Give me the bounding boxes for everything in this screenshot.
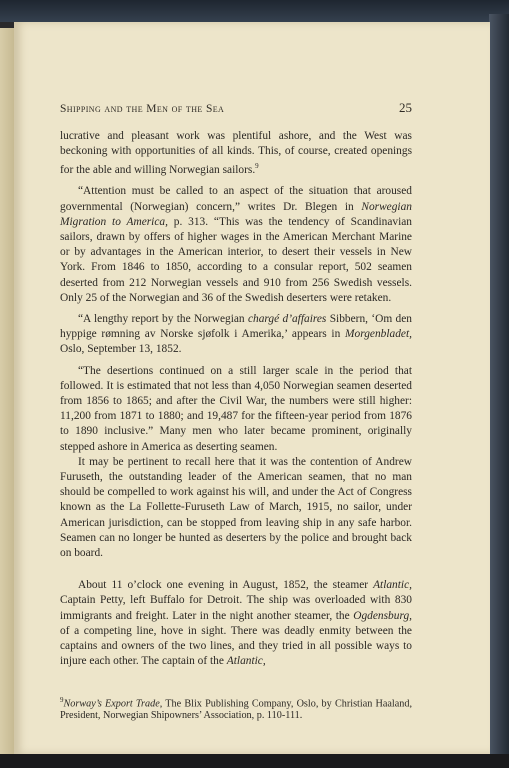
page-number: 25 (399, 100, 412, 115)
footnote-marker: 9 (60, 696, 64, 704)
footnote (60, 694, 412, 722)
ship-name-ogdensburg: Ogdensburg, (353, 609, 412, 622)
footnote-reference: 9 (255, 162, 259, 171)
paragraph-1-text: lucrative and pleasant work was plentiful ashore, and the West was beckoning with opportunities of all kinds. This, of course, created openings for the able and willing Norwegian sailors. (60, 130, 412, 177)
footnote-text: The Blix Publishing Company, Oslo, by Christian Haaland, President, Norwegian Shipowners’ Association, p. 110-111. (60, 698, 412, 722)
paragraph-2 (60, 184, 412, 306)
paragraph-5 (60, 455, 412, 561)
book-title-italic: Norwegian Migration to America, (60, 200, 412, 228)
footnote-title-italic: Norway’s Export Trade, (63, 698, 163, 710)
body-text (60, 129, 412, 670)
paragraph-6-text-c: of a competing line, hove in sight. There was deadly enmity between the captains and owners of the two lines, and they tried in all possible ways to injure each other. The captain of the (60, 624, 412, 668)
paragraph-6-text-a: About 11 o’clock one evening in August, 1852, the steamer (78, 579, 374, 592)
paragraph-3-text-a: “A lengthy report by the Norwegian (78, 313, 248, 326)
ship-name-atlantic-2: Atlantic, (226, 655, 266, 668)
newspaper-title-italic: Morgenbladet, (345, 328, 412, 341)
paragraph-3 (60, 312, 412, 358)
paragraph-6-text-b: Captain Petty, left Buffalo for Detroit. The ship was overloaded with 830 immigrants and freight. Later in the night another steamer, the (60, 594, 412, 622)
paragraph-4 (60, 364, 412, 455)
paragraph-4-text: “The desertions continued on a still larger scale in the period that followed. It is estimated that not less than 4,050 Norwegian seamen deserted from 1856 to 1865; and after the Civil War, the numbers were still higher: 11,200 from 1871 to 1880; and 19,487 for the fifteen-year period from 1876 to 1890 inclusive.” Many men who later became prominent, originally stepped ashore in America as deserting seamen. (60, 364, 412, 453)
paragraph-3-text-c: Oslo, September 13, 1852. (60, 343, 182, 356)
charge-daffaires-italic: chargé d’affaires (247, 313, 327, 326)
running-head: Shipping and the Men of the Sea (60, 103, 225, 115)
ship-name-atlantic: Atlantic, (373, 579, 412, 592)
paragraph-2-text-a: “Attention must be called to an aspect of the situation that aroused governmental (Norwegian) concern,” writes Dr. Blegen in (60, 185, 412, 213)
background-strip (0, 754, 509, 768)
page-header (60, 100, 412, 116)
book-cover-top-edge (0, 0, 509, 22)
paragraph-6 (60, 578, 412, 669)
paragraph-2-text-b: p. 313. “This was the tendency of Scandinavian sailors, drawn by offers of higher wages in the American Merchant Marine or by advantages in the American interior, to desert their vessels in New York. From 1846 to 1850, according to a consular report, 502 seamen deserted from 212 Norwegian vessels and 910 from 256 Swedish vessels. Only 25 of the Norwegian and 36 of the Swedish deserters were retaken. (60, 215, 412, 304)
paragraph-3-text-b: Sibbern, ‘Om den hyppige rømning av Norske sjøfolk i Amerika,’ appears in (60, 313, 412, 341)
book-binding-edge (489, 14, 509, 754)
paragraph-1 (60, 129, 412, 178)
paragraph-5-text: It may be pertinent to recall here that it was the contention of Andrew Furuseth, the outstanding leader of the American seamen, that no man should be compelled to work against his will, and under the Act of Congress known as the La Follette-Furuseth Law of March, 1915, no sailor, under American jurisdiction, can be stopped from leaving ship in any safe harbor. Seamen can no longer be hunted as deserters by the police and brought back on board. (60, 455, 412, 560)
